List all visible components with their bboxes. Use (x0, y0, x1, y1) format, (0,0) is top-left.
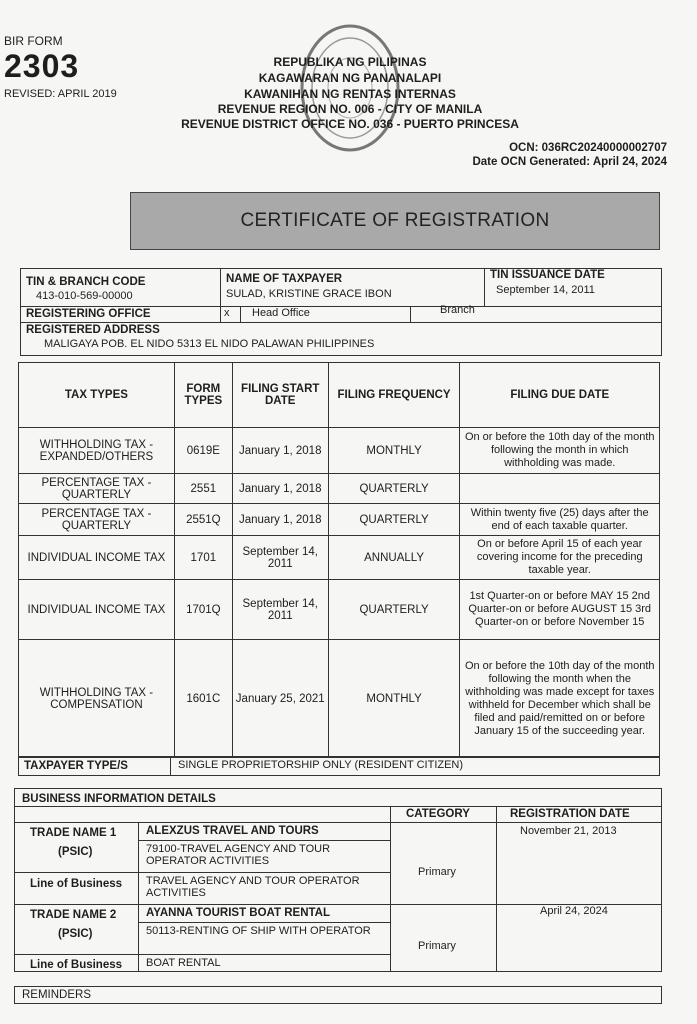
tin-value: 413-010-569-00000 (36, 290, 133, 302)
psic-1-value: 79100-TRAVEL AGENCY AND TOUR OPERATOR ACTIVITIES (146, 843, 331, 867)
form-type: 1601C (174, 640, 232, 758)
filing-start: September 14, 2011 (232, 580, 328, 640)
registration-date-header: REGISTRATION DATE (510, 808, 630, 820)
trade-name-1-value: ALEXZUS TRAVEL AND TOURS (146, 825, 319, 837)
tin-issuance-label: TIN ISSUANCE DATE (490, 269, 605, 281)
registering-office-label: REGISTERING OFFICE (26, 308, 151, 320)
reminders-label: REMINDERS (22, 989, 92, 1001)
filing-frequency: ANNUALLY (328, 536, 460, 580)
branch-label: Branch (440, 304, 475, 316)
table-row (19, 536, 660, 580)
tax-type: PERCENTAGE TAX - QUARTERLY (19, 504, 175, 536)
tax-types-header: TAX TYPES (19, 363, 175, 428)
form-type: 1701Q (174, 580, 232, 640)
header-bureau: KAWANIHAN NG RENTAS INTERNAS (244, 87, 456, 101)
form-label: BIR FORM (4, 34, 63, 48)
form-revision: REVISED: APRIL 2019 (4, 88, 117, 100)
head-office-checkbox: x (224, 307, 230, 319)
filing-due: Within twenty five (25) days after the end of each taxable quarter. (460, 504, 660, 536)
filing-frequency-header: FILING FREQUENCY (328, 363, 460, 428)
line-of-business-2-value: BOAT RENTAL (146, 957, 221, 969)
tax-type: PERCENTAGE TAX - QUARTERLY (19, 474, 175, 504)
filing-due: On or before the 10th day of the month following the month when the withholding was made except for taxes withheld for December which shall be filed and paid/remitted on or before January 15 of the succeeding year. (460, 640, 660, 758)
registered-address-value: MALIGAYA POB. EL NIDO 5313 EL NIDO PALAWAN PHILIPPINES (44, 338, 375, 350)
registered-address-label: REGISTERED ADDRESS (26, 324, 160, 336)
tax-types-table (18, 362, 660, 758)
form-type: 0619E (174, 428, 232, 474)
filing-frequency: MONTHLY (328, 428, 460, 474)
filing-due (460, 474, 660, 504)
filing-due: On or before the 10th day of the month following the month in which withholding was made. (460, 428, 660, 474)
head-office-label: Head Office (252, 307, 310, 319)
filing-due: On or before April 15 of each year covering income for the preceding taxable year. (460, 536, 660, 580)
filing-frequency: QUARTERLY (328, 474, 460, 504)
filing-start: January 1, 2018 (232, 504, 328, 536)
header-district: REVENUE DISTRICT OFFICE NO. 036 - PUERTO PRINCESA (181, 117, 519, 131)
category-header: CATEGORY (406, 808, 470, 820)
filing-due-header: FILING DUE DATE (460, 363, 660, 428)
psic-1-label: (PSIC) (58, 846, 93, 858)
filing-due: 1st Quarter-on or before MAY 15 2nd Quarter-on or before AUGUST 15 3rd Quarter-on or before November 15 (460, 580, 660, 640)
form-type: 2551Q (174, 504, 232, 536)
table-row (19, 504, 660, 536)
form-number: 2303 (4, 48, 80, 84)
certificate-title: CERTIFICATE OF REGISTRATION (130, 192, 660, 250)
tax-type: INDIVIDUAL INCOME TAX (19, 536, 175, 580)
form-type: 2551 (174, 474, 232, 504)
filing-start: January 1, 2018 (232, 474, 328, 504)
table-row (19, 580, 660, 640)
tin-label: TIN & BRANCH CODE (26, 276, 146, 288)
tin-issuance-value: September 14, 2011 (496, 284, 595, 296)
filing-frequency: QUARTERLY (328, 504, 460, 536)
header-region: REVENUE REGION NO. 006 - CITY OF MANILA (217, 102, 483, 116)
trade-2-reg-date: April 24, 2024 (540, 905, 608, 917)
ocn-date: Date OCN Generated: April 24, 2024 (472, 156, 667, 168)
filing-start-header: FILING START DATE (232, 363, 328, 428)
table-row (19, 428, 660, 474)
trade-name-1-label: TRADE NAME 1 (30, 827, 117, 839)
business-info-label: BUSINESS INFORMATION DETAILS (22, 793, 216, 805)
trade-name-2-value: AYANNA TOURIST BOAT RENTAL (146, 907, 331, 919)
filing-start: January 1, 2018 (232, 428, 328, 474)
taxpayer-name-label: NAME OF TAXPAYER (226, 273, 343, 285)
tax-type: WITHHOLDING TAX - COMPENSATION (19, 640, 175, 758)
header-republic: REPUBLIKA NG PILIPINAS (273, 55, 427, 69)
form-type: 1701 (174, 536, 232, 580)
filing-frequency: QUARTERLY (328, 580, 460, 640)
ocn-number: OCN: 036RC20240000002707 (509, 142, 667, 154)
taxpayer-name-value: SULAD, KRISTINE GRACE IBON (226, 288, 392, 300)
tax-type: INDIVIDUAL INCOME TAX (19, 580, 175, 640)
psic-2-label: (PSIC) (58, 928, 93, 940)
header-department: KAGAWARAN NG PANANALAPI (258, 71, 442, 85)
reminders-row (14, 986, 662, 1004)
table-row (19, 640, 660, 758)
tax-type: WITHHOLDING TAX - EXPANDED/OTHERS (19, 428, 175, 474)
table-row (19, 474, 660, 504)
line-of-business-1-label: Line of Business (30, 878, 123, 890)
trade-name-2-label: TRADE NAME 2 (30, 909, 117, 921)
trade-1-category: Primary (418, 866, 456, 878)
filing-frequency: MONTHLY (328, 640, 460, 758)
taxpayer-type-label: TAXPAYER TYPE/S (24, 760, 128, 772)
filing-start: January 25, 2021 (232, 640, 328, 758)
taxpayer-type-value: SINGLE PROPRIETORSHIP ONLY (RESIDENT CITIZEN) (178, 759, 464, 771)
filing-start: September 14, 2011 (232, 536, 328, 580)
form-types-header: FORM TYPES (174, 363, 232, 428)
line-of-business-2-label: Line of Business (30, 959, 123, 971)
psic-2-value: 50113-RENTING OF SHIP WITH OPERATOR (146, 925, 371, 937)
line-of-business-1-value: TRAVEL AGENCY AND TOUR OPERATOR ACTIVITIES (146, 875, 360, 899)
trade-2-category: Primary (418, 940, 456, 952)
tax-table-header (19, 363, 660, 428)
trade-1-reg-date: November 21, 2013 (520, 825, 617, 837)
